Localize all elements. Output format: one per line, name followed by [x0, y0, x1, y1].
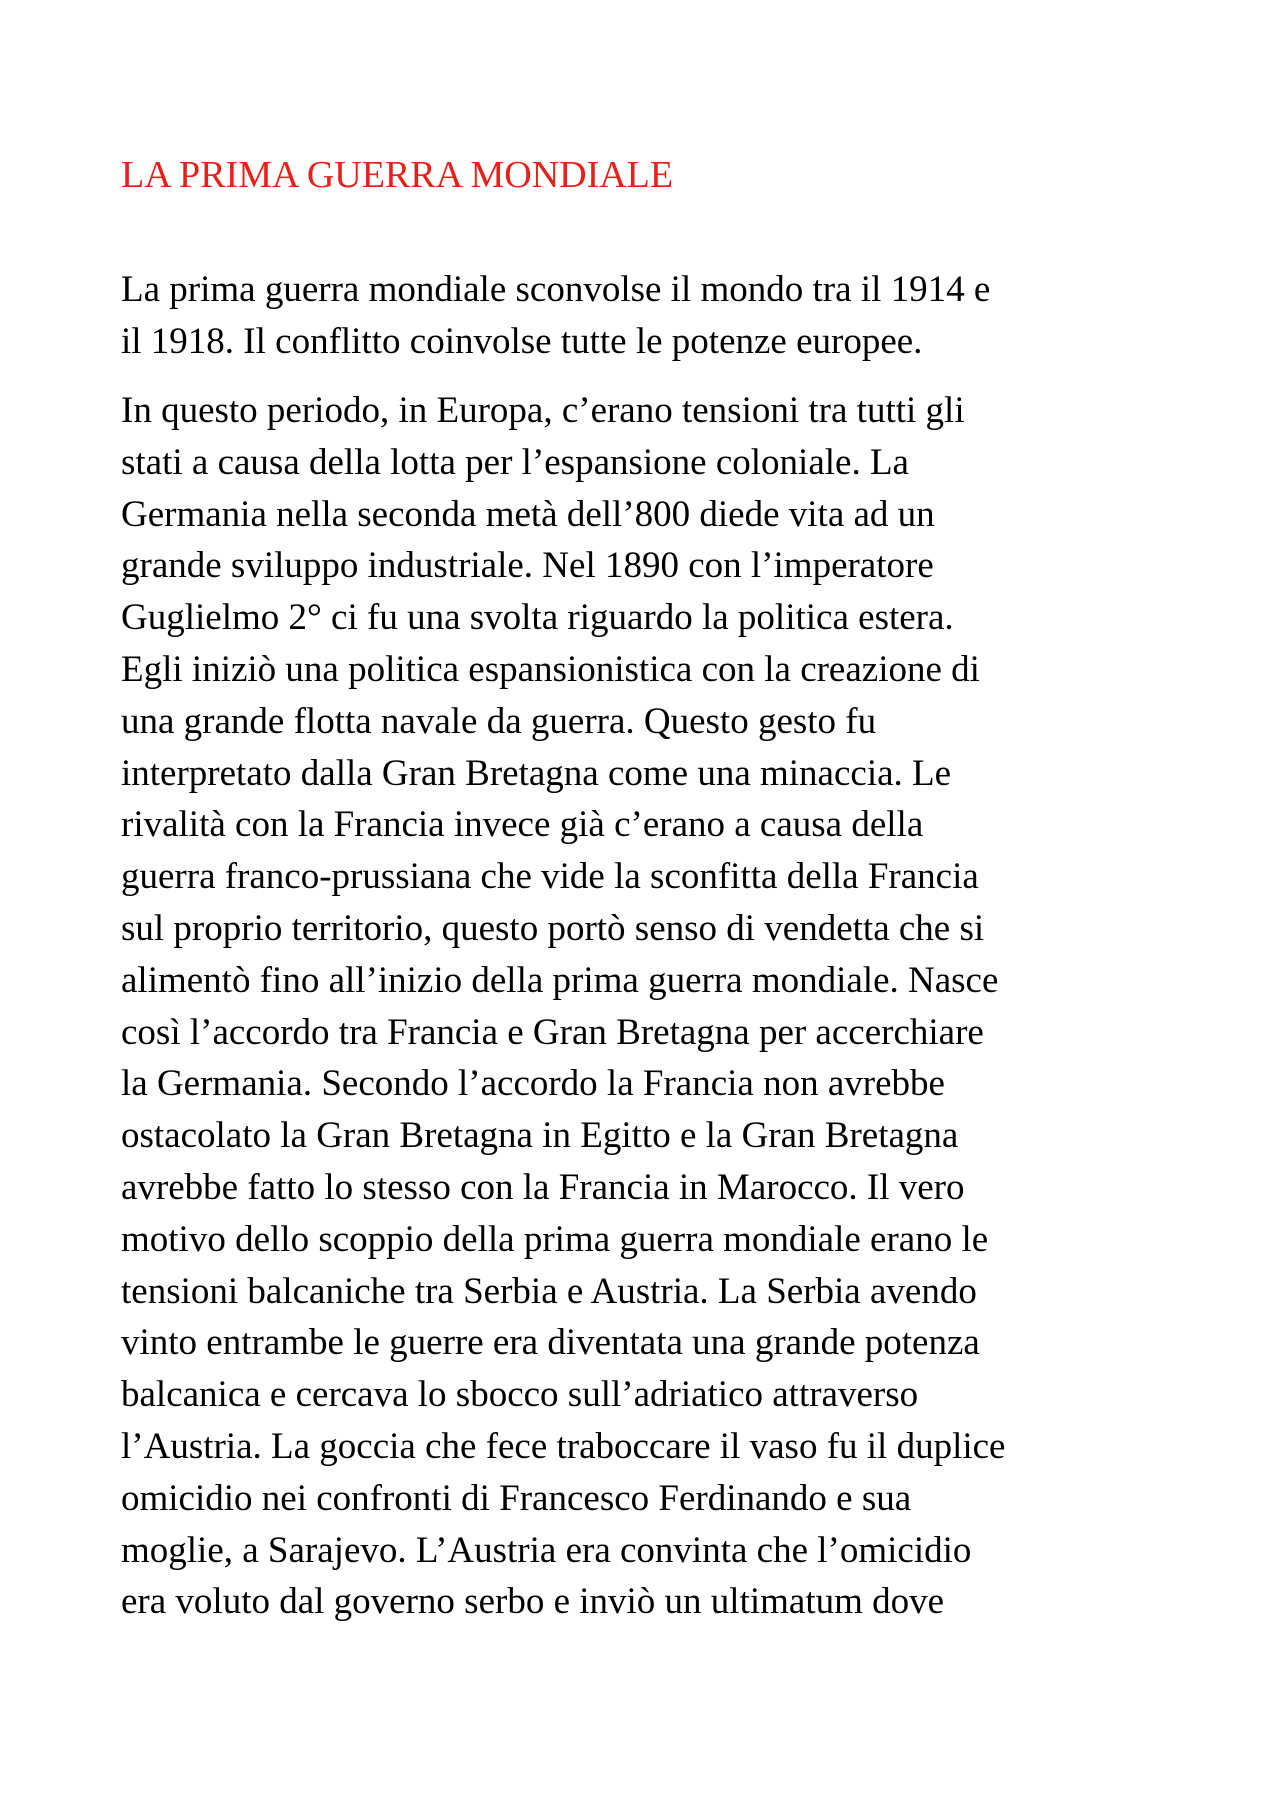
paragraph-line: balcanica e cercava lo sbocco sull’adriatico attraverso [121, 1374, 919, 1416]
paragraph-line: così l’accordo tra Francia e Gran Bretagna per accerchiare [121, 1011, 984, 1053]
paragraph-line: vinto entrambe le guerre era diventata una grande potenza [121, 1322, 980, 1364]
paragraph-line: interpretato dalla Gran Bretagna come una minaccia. Le [121, 752, 952, 794]
paragraph-line: In questo periodo, in Europa, c’erano tensioni tra tutti gli [121, 390, 965, 431]
paragraph-line: avrebbe fatto lo stesso con la Francia in Marocco. Il vero [121, 1166, 965, 1208]
paragraph-line: era voluto dal governo serbo e inviò un ultimatum dove [121, 1581, 945, 1623]
document-title: LA PRIMA GUERRA MONDIALE [121, 154, 674, 196]
paragraph-line: motivo dello scoppio della prima guerra mondiale erano le [121, 1218, 989, 1260]
paragraph-line: moglie, a Sarajevo. L’Austria era convinta che l’omicidio [121, 1529, 972, 1571]
paragraph-line: grande sviluppo industriale. Nel 1890 con l’imperatore [121, 545, 934, 587]
paragraph-line: una grande flotta navale da guerra. Questo gesto fu [121, 700, 877, 742]
paragraph-line: la Germania. Secondo l’accordo la Francia non avrebbe [121, 1063, 945, 1105]
paragraph-line: La prima guerra mondiale sconvolse il mondo tra il 1914 e [121, 269, 991, 310]
paragraph-line: alimentò fino all’inizio della prima guerra mondiale. Nasce [121, 959, 999, 1001]
paragraph-line: Guglielmo 2° ci fu una svolta riguardo la politica estera. [121, 597, 954, 639]
paragraph-line: Egli iniziò una politica espansionistica con la creazione di [121, 648, 980, 690]
paragraph-intro [121, 264, 990, 368]
paragraph-line: rivalità con la Francia invece già c’erano a causa della [121, 804, 924, 846]
paragraph-line: Germania nella seconda metà dell’800 diede vita ad un [121, 493, 935, 535]
paragraph-line: il 1918. Il conflitto coinvolse tutte le potenze europee. [121, 320, 923, 362]
paragraph-line: l’Austria. La goccia che fece traboccare il vaso fu il duplice [121, 1425, 1006, 1467]
paragraph-line: ostacolato la Gran Bretagna in Egitto e la Gran Bretagna [121, 1115, 959, 1157]
paragraph-line: stati a causa della lotta per l’espansione coloniale. La [121, 441, 909, 483]
paragraph-line: guerra franco-prussiana che vide la sconfitta della Francia [121, 856, 979, 898]
paragraph-line: tensioni balcaniche tra Serbia e Austria. La Serbia avendo [121, 1270, 977, 1312]
paragraph-line: omicidio nei confronti di Francesco Ferdinando e sua [121, 1477, 912, 1519]
paragraph-body [121, 385, 1005, 1628]
paragraph-line: sul proprio territorio, questo portò senso di vendetta che si [121, 907, 985, 949]
